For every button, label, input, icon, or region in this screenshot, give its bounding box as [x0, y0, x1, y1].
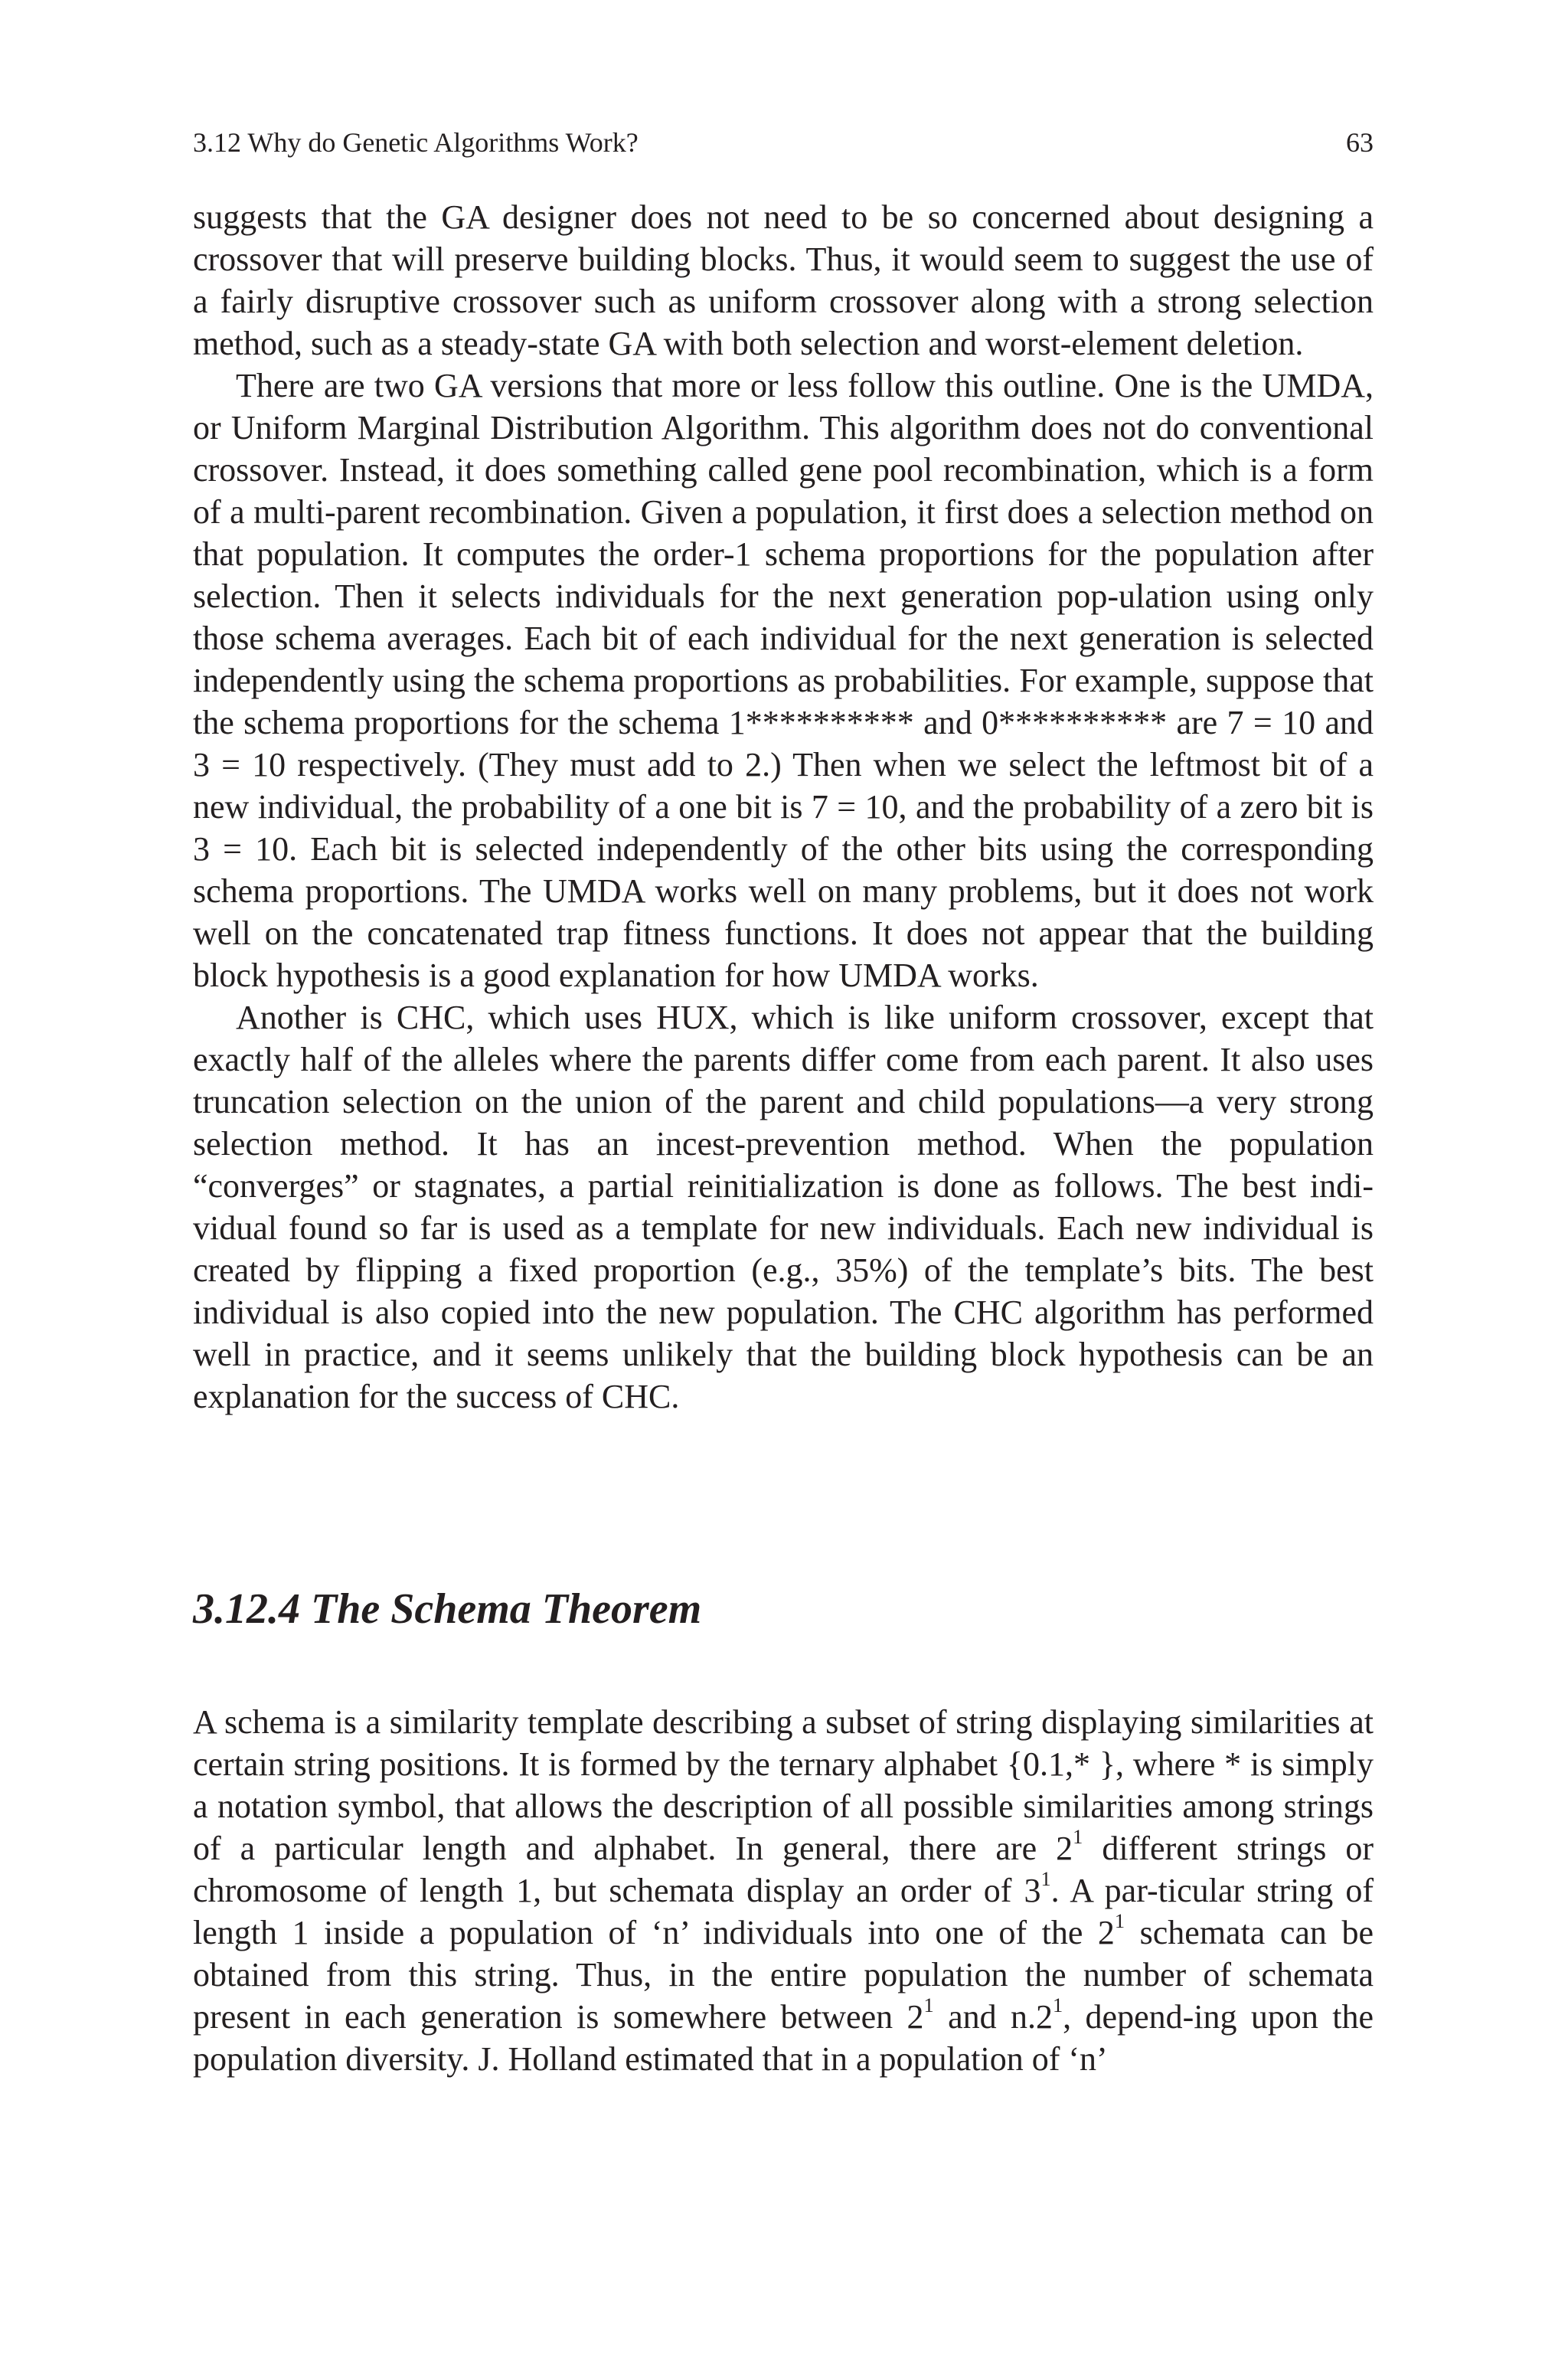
running-header [193, 126, 1374, 159]
p4-text-5: and n.2 [933, 1998, 1053, 2036]
p4-text-4: schemata can be obtained from this string. Thus, in the entire population the number of schemata present in each generation is somewhere between 2 [193, 1914, 1374, 2036]
book-page [193, 126, 1374, 2080]
p4-text-6: , depend-ing upon the population diversity. J. Holland estimated that in a population of ‘n’ [193, 1998, 1374, 2078]
p4-sup-1: 1 [1073, 1824, 1083, 1848]
paragraph-3: Another is CHC, which uses HUX, which is like uniform crossover, except that exactly half of the alleles where the parents differ come from each parent. It also uses truncation selection on the union of the parent and child populations—a very strong selection method. It has an incest-prevention method. When the population “converges” or stagnates, a partial reinitialization is done as follows. The best indi-vidual found so far is used as a template for new individuals. Each new individual is created by flipping a fixed proportion (e.g., 35%) of the template’s bits. The best individual is also copied into the new population. The CHC algorithm has performed well in practice, and it seems unlikely that the building block hypothesis can be an explanation for the success of CHC. [193, 999, 1374, 1415]
paragraph-4 [193, 1701, 1374, 2080]
running-title: 3.12 Why do Genetic Algorithms Work? [193, 127, 639, 158]
p4-sup-3: 1 [1114, 1908, 1125, 1932]
paragraph-1: suggests that the GA designer does not need to be so concerned about designing a crossover that will preserve building blocks. Thus, it would seem to suggest the use of a fairly disruptive crossover such as uniform crossover along with a strong selection method, such as a steady-state GA with both selection and worst-element deletion. [193, 198, 1374, 362]
p4-text-3: . A par-ticular string of length 1 inside a population of ‘n’ individuals into one of the 2 [193, 1872, 1374, 1951]
p4-text-1: A schema is a similarity template describing a subset of string displaying similarities at certain string positions. It is formed by the ternary alphabet {0.1,* }, where * is simply a notation symbol, that allows the description of all possible similarities among strings of a particular length and alphabet. In general, there are 2 [193, 1703, 1374, 1867]
p4-text-2: different strings or chromosome of length 1, but schemata display an order of 3 [193, 1830, 1374, 1909]
page-number: 63 [1346, 127, 1374, 158]
p4-sup-2: 1 [1040, 1866, 1051, 1890]
p4-sup-4: 1 [923, 1993, 934, 2016]
p4-sup-5: 1 [1052, 1993, 1063, 2016]
paragraph-2: There are two GA versions that more or less follow this outline. One is the UMDA, or Uniform Marginal Distribution Algorithm. This algorithm does not do conventional crossover. Instead, it does something called gene pool recombination, which is a form of a multi-parent recombination. Given a population, it first does a selection method on that population. It computes the order-1 schema proportions for the population after selection. Then it selects individuals for the next generation pop-ulation using only those schema averages. Each bit of each individual for the next generation is selected independently using the schema proportions as probabilities. For example, suppose that the schema proportions for the schema 1********** and 0********** are 7 = 10 and 3 = 10 respectively. (They must add to 2.) Then when we select the leftmost bit of a new individual, the probability of a one bit is 7 = 10, and the probability of a zero bit is 3 = 10. Each bit is selected independently of the other bits using the corresponding schema proportions. The UMDA works well on many problems, but it does not work well on the concatenated trap fitness functions. It does not appear that the building block hypothesis is a good explanation for how UMDA works. [193, 367, 1374, 994]
section-heading: 3.12.4 The Schema Theorem [193, 1585, 702, 1633]
